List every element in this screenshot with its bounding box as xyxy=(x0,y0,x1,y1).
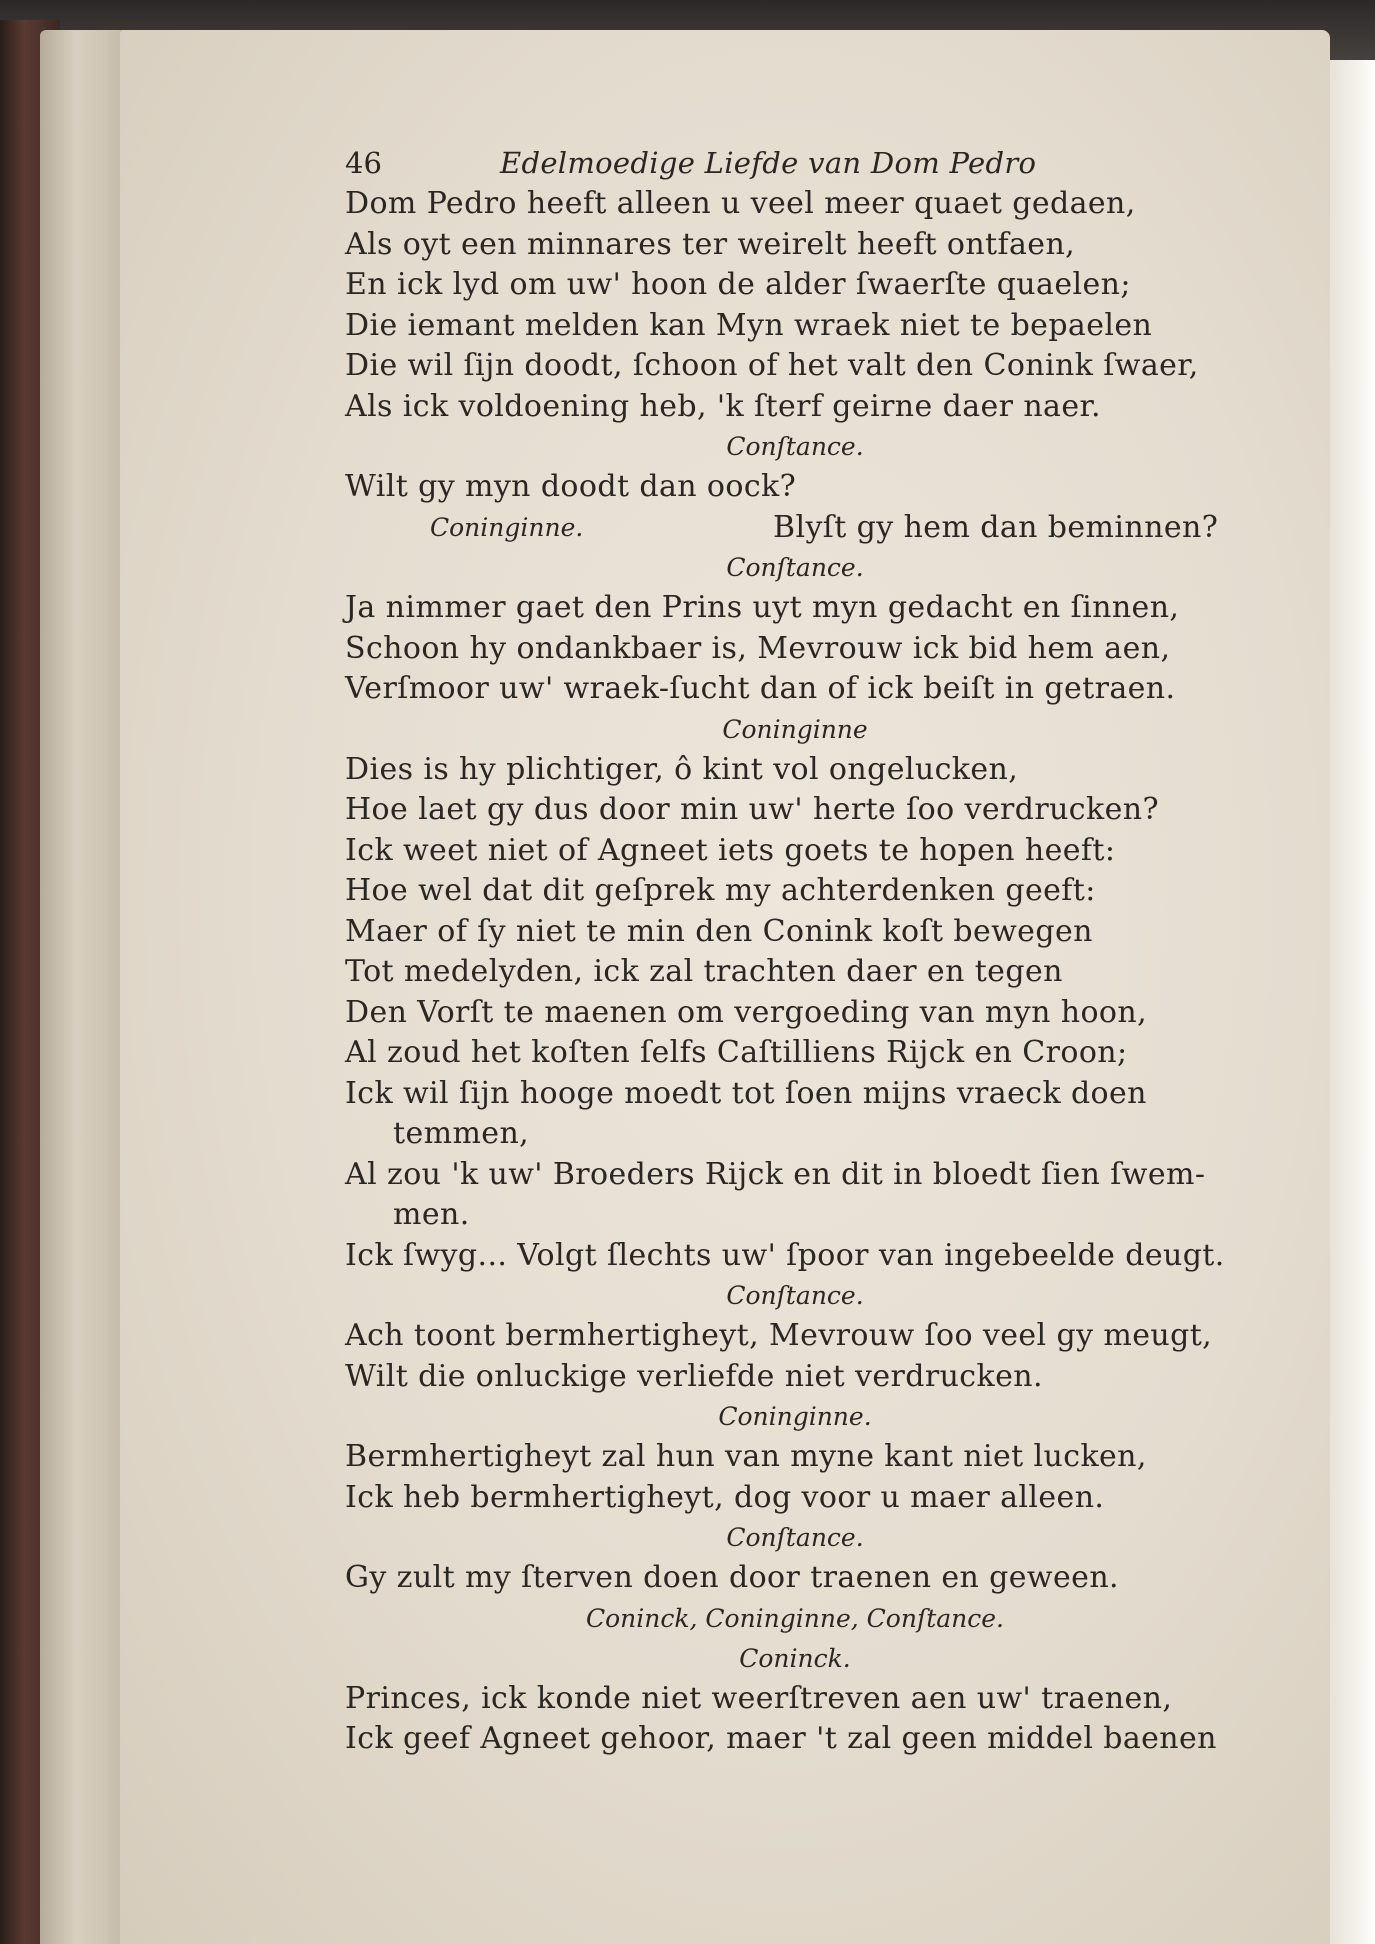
verse-line: En ick lyd om uw' hoon de alder ſwaerſte quaelen; xyxy=(345,267,1131,302)
split-verse-line xyxy=(345,508,1245,549)
verse-line: Als ick voldoening heb, 'k ſterf geirne daer naer. xyxy=(345,388,1101,424)
verse-line: Ja nimmer gaet den Prins uyt myn gedacht en ſinnen, xyxy=(345,590,1180,625)
verse-line: Princes, ick konde niet weerſtreven aen uw' traenen, xyxy=(345,1680,1173,1716)
verse-line: Bermhertigheyt zal hun van myne kant niet lucken, xyxy=(345,1439,1147,1474)
verse-line: Gy zult my ſterven doen door traenen en geween. xyxy=(345,1560,1119,1595)
speaker-name: Conſtance. xyxy=(726,1281,864,1310)
verse-line: Wilt die onluckige verliefde niet verdrucken. xyxy=(345,1358,1043,1394)
facing-page-edge xyxy=(1330,60,1375,1944)
speaker-name: Conſtance. xyxy=(726,1523,864,1552)
page-text xyxy=(345,140,1245,1760)
speaker-name: Coninck. xyxy=(739,1643,851,1673)
speaker-name: Coninginne. xyxy=(430,512,584,542)
verse-fragment: Blyſt gy hem dan beminnen? xyxy=(773,509,1219,545)
verse-line: Ick weet niet of Agneet iets goets te hopen heeft: xyxy=(345,832,1116,868)
page-number: 46 xyxy=(345,146,382,180)
verse-line: Schoon hy ondankbaer is, Mevrouw ick bid hem aen, xyxy=(345,630,1171,666)
verse-line: Wilt gy myn doodt dan oock? xyxy=(345,469,797,504)
verse-line: Als oyt een minnares ter weirelt heeft ontfaen, xyxy=(345,226,1076,262)
verse-line: Maer of ſy niet te min den Conink koſt bewegen xyxy=(345,913,1093,949)
verse-line: Ick ſwyg... Volgt ſlechts uw' ſpoor van ingebeelde deugt. xyxy=(345,1237,1225,1273)
speaker-name: Conſtance. xyxy=(726,432,864,461)
verse-line: Dies is hy plichtiger, ô kint vol ongelucken, xyxy=(345,751,1019,787)
verse-line: Al zoud het koſten ſelfs Caſtilliens Rijck en Croon; xyxy=(345,1035,1128,1070)
verse-line: Ick wil ſijn hooge moedt tot ſoen mijns vraeck doen xyxy=(345,1075,1147,1111)
running-head: Edelmoedige Liefde van Dom Pedro xyxy=(500,146,1037,180)
verse-line: Die iemant melden kan Myn wraek niet te bepaelen xyxy=(345,307,1153,343)
verse-line: Ach toont bermhertigheyt, Mevrouw ſoo veel gy meugt, xyxy=(345,1318,1213,1353)
verse-line: Hoe laet gy dus door min uw' herte ſoo verdrucken? xyxy=(345,792,1159,827)
speaker-name: Coninginne. xyxy=(718,1402,872,1431)
verse-line: Verſmoor uw' wraek-ſucht dan of ick beiſt in getraen. xyxy=(345,671,1176,706)
scene-characters: Coninck, Coninginne, Conſtance. xyxy=(585,1603,1005,1633)
verse-line: Ick heb bermhertigheyt, dog voor u maer alleen. xyxy=(345,1479,1105,1515)
verse-line-continuation: men. xyxy=(393,1197,470,1232)
verse-line: Al zou 'k uw' Broeders Rijck en dit in bloedt ſien ſwem- xyxy=(345,1156,1206,1192)
verse-line: Den Vorſt te maenen om vergoeding van myn hoon, xyxy=(345,994,1148,1030)
speaker-name: Conſtance. xyxy=(726,553,864,582)
verse-line: Dom Pedro heeft alleen u veel meer quaet gedaen, xyxy=(345,186,1136,221)
speaker-name: Coninginne xyxy=(722,714,868,744)
verse-line-continuation: temmen, xyxy=(393,1116,530,1151)
verse-line: Hoe wel dat dit geſprek my achterdenken geeft: xyxy=(345,873,1096,908)
verse-line: Ick geef Agneet gehoor, maer 't zal geen middel baenen xyxy=(345,1721,1217,1756)
page-edges xyxy=(40,30,130,1944)
page-header xyxy=(345,140,1245,184)
verse-line: Tot medelyden, ick zal trachten daer en tegen xyxy=(345,954,1063,989)
verse-line: Die wil ſijn doodt, ſchoon of het valt den Conink ſwaer, xyxy=(345,348,1199,383)
